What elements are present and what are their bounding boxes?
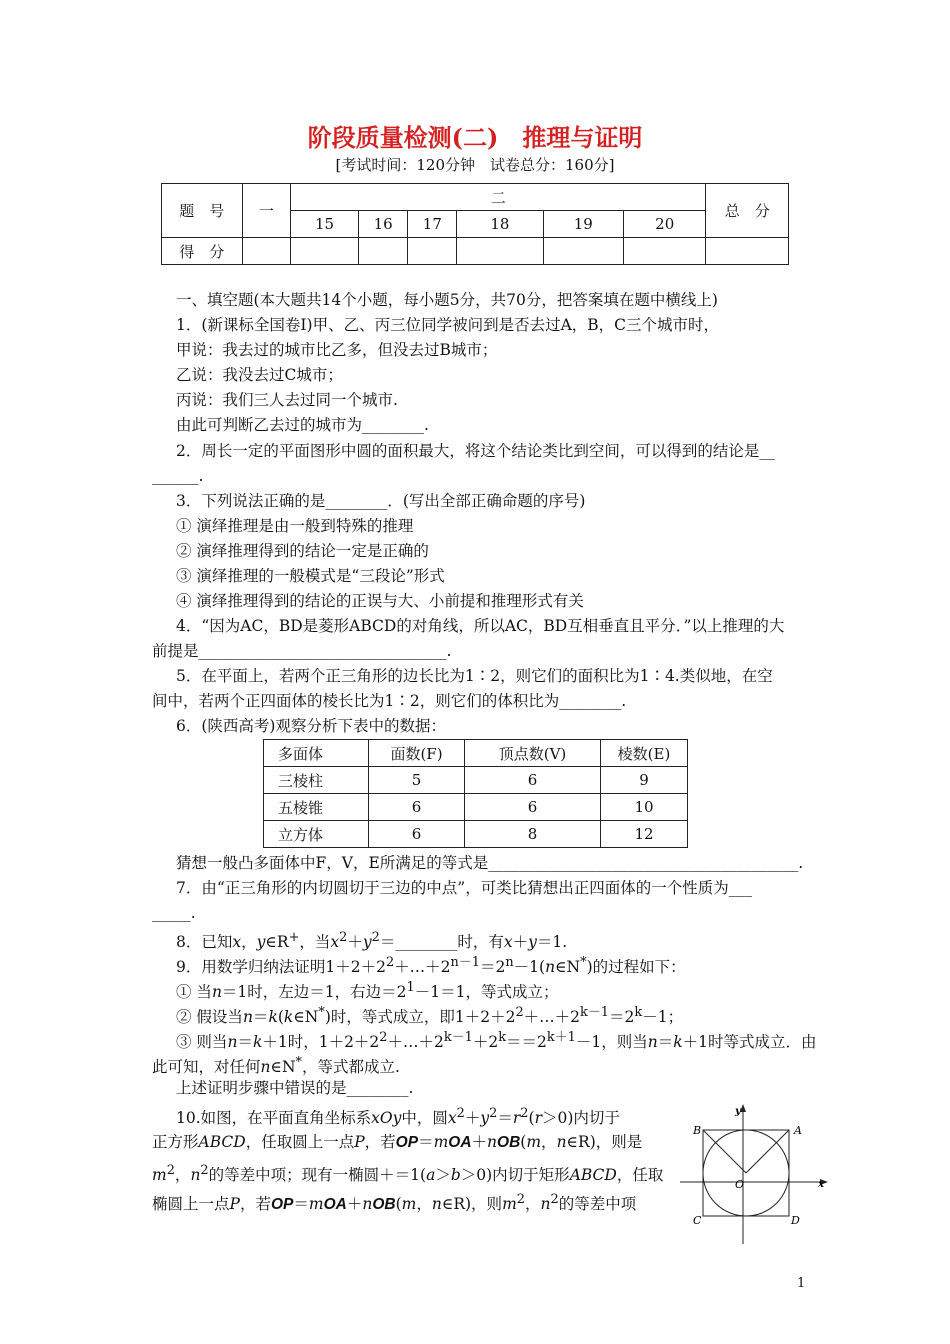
poly-cell: 12 — [601, 821, 688, 848]
q4-line: 前提是________________________________. — [152, 642, 452, 660]
score-cell — [457, 238, 543, 265]
score-row-label: 题 号 — [162, 184, 243, 238]
poly-header: 棱数(E) — [601, 740, 688, 767]
poly-row — [264, 794, 688, 821]
q3-option: ① 演绎推理是由一般到特殊的推理 — [176, 517, 414, 535]
exam-info: [考试时间：120分钟 试卷总分：160分] — [335, 156, 615, 174]
score-total-header: 总 分 — [706, 184, 789, 238]
score-col-1: 一 — [242, 184, 291, 238]
poly-cell: 10 — [601, 794, 688, 821]
q3-option: ④ 演绎推理得到的结论的正误与大、小前提和推理形式有关 — [176, 592, 584, 610]
score-col-2-group: 二 — [291, 184, 706, 211]
poly-row — [264, 767, 688, 794]
label-a: A — [794, 1124, 802, 1137]
q10-line: 10.如图，在平面直角坐标系xOy中，圆$x^2+y^2=r^2(r>0)$内切于 — [176, 1106, 620, 1128]
score-cell — [543, 238, 623, 265]
q3-stem: 3．下列说法正确的是________．(写出全部正确命题的序号) — [176, 492, 586, 510]
q9-step-2: ② 假设当n＝k(k∈N*)时，等式成立，即$1+2+2^2+\dots+2^{k-1}=2^k-1$； — [176, 1005, 684, 1027]
q1-line: 甲说：我去过的城市比乙多，但没去过B城市； — [176, 341, 498, 359]
score-sub-col: 15 — [291, 211, 359, 238]
poly-cell: 9 — [601, 767, 688, 794]
q7-line: _____. — [152, 904, 196, 922]
q1-line: 乙说：我没去过C城市； — [176, 366, 343, 384]
q6-after: 猜想一般凸多面体中F，V，E所满足的等式是________________________________________. — [176, 854, 804, 872]
poly-row — [264, 821, 688, 848]
q10-line: 正方形ABCD，任取圆上一点P，若OP＝mOA＋nOB(m，n∈R)，则是 — [152, 1133, 643, 1151]
q1-line: 丙说：我们三人去过同一个城市. — [176, 391, 398, 409]
score-cell — [706, 238, 789, 265]
segment-ob — [703, 1130, 746, 1173]
segment-oa — [746, 1130, 789, 1173]
page-title: 阶段质量检测(二) 推理与证明 — [307, 123, 643, 152]
y-axis-arrow — [740, 1104, 746, 1112]
q10-line: 椭圆上一点P，若OP＝mOA＋nOB(m，n∈R)，则$m^2$，$n^2$的等差中项 — [152, 1192, 637, 1214]
score-cell — [291, 238, 359, 265]
q9-end: 上述证明步骤中错误的是________. — [176, 1079, 414, 1097]
score-table — [161, 183, 789, 265]
score-sub-col: 17 — [408, 211, 457, 238]
poly-cell: 6 — [369, 794, 465, 821]
q10-line: $m^2$，$n^2$的等差中项；现有一椭圆＋＝1(a＞b＞0)内切于矩形ABCD，任取 — [152, 1163, 664, 1185]
poly-cell: 5 — [369, 767, 465, 794]
page-number: 1 — [797, 1276, 806, 1291]
q4-line: 4．“因为AC，BD是菱形ABCD的对角线，所以AC，BD互相垂直且平分．”以上推理的大 — [176, 617, 785, 635]
score-row-label: 得 分 — [162, 238, 243, 265]
q1-stem: 1．(新课标全国卷Ⅰ)甲、乙、丙三位同学被问到是否去过A，B，C三个城市时， — [176, 316, 720, 334]
poly-cell: 立方体 — [264, 821, 369, 848]
score-cell — [242, 238, 291, 265]
poly-cell: 6 — [465, 794, 601, 821]
score-sub-col: 16 — [358, 211, 408, 238]
poly-cell: 6 — [465, 767, 601, 794]
q5-line: 5．在平面上，若两个正三角形的边长比为1∶2，则它们的面积比为1∶4.类似地，在空 — [176, 667, 773, 685]
poly-cell: 三棱柱 — [264, 767, 369, 794]
label-o: O — [735, 1178, 745, 1191]
poly-cell: 五棱锥 — [264, 794, 369, 821]
q7-line: 7．由“正三角形的内切圆切于三边的中点”，可类比猜想出正四面体的一个性质为___ — [176, 879, 752, 897]
q9-step-3-cont: 此可知，对任何n∈N*，等式都成立. — [152, 1055, 400, 1077]
label-d: D — [791, 1214, 800, 1227]
q3-option: ③ 演绎推理的一般模式是“三段论”形式 — [176, 567, 445, 585]
poly-header: 顶点数(V) — [465, 740, 601, 767]
polyhedron-table — [263, 739, 688, 848]
score-cell — [408, 238, 457, 265]
q9-step-3: ③ 则当n＝k＋1时，$1+2+2^2+\dots+2^{k-1}+2^k==2^{k+1}-1$，则当n＝k＋1时等式成立．由 — [176, 1030, 817, 1052]
q5-line: 间中，若两个正四面体的棱长比为1∶2，则它们的体积比为________. — [152, 692, 627, 710]
poly-cell: 8 — [465, 821, 601, 848]
label-x: x — [818, 1179, 824, 1190]
q9-step-1: ① 当n＝1时，左边＝1，右边$=2^1-1=1$，等式成立； — [176, 980, 559, 1002]
poly-header: 面数(F) — [369, 740, 465, 767]
poly-header: 多面体 — [264, 740, 369, 767]
q9-stem: 9．用数学归纳法证明$1+2+2^2+\dots+2^{n-1}=2^n-1(n\in N^*)$的过程如下： — [176, 955, 686, 977]
label-b: B — [693, 1124, 702, 1137]
score-cell — [624, 238, 706, 265]
label-y: y — [735, 1106, 741, 1117]
q2-line: 2．周长一定的平面图形中圆的面积最大，将这个结论类比到空间，可以得到的结论是__ — [176, 442, 775, 460]
label-c: C — [693, 1214, 702, 1227]
q6-stem: 6．(陕西高考)观察分析下表中的数据： — [176, 717, 446, 735]
poly-cell: 6 — [369, 821, 465, 848]
q1-line: 由此可判断乙去过的城市为________. — [176, 416, 429, 434]
score-sub-col: 18 — [457, 211, 543, 238]
section-heading: 一、填空题(本大题共14个小题，每小题5分，共70分，把答案填在题中横线上) — [176, 291, 718, 309]
score-sub-col: 20 — [624, 211, 706, 238]
q3-option: ② 演绎推理得到的结论一定是正确的 — [176, 542, 429, 560]
q2-line: ______. — [152, 467, 204, 485]
score-cell — [358, 238, 408, 265]
q8-line: 8．已知x，y∈R+，当$x^2+y^2=\_\_\_\_\_\_\_\_$时，有x＋y＝1. — [176, 930, 568, 952]
circle-in-square-figure — [680, 1098, 830, 1248]
score-sub-col: 19 — [543, 211, 623, 238]
